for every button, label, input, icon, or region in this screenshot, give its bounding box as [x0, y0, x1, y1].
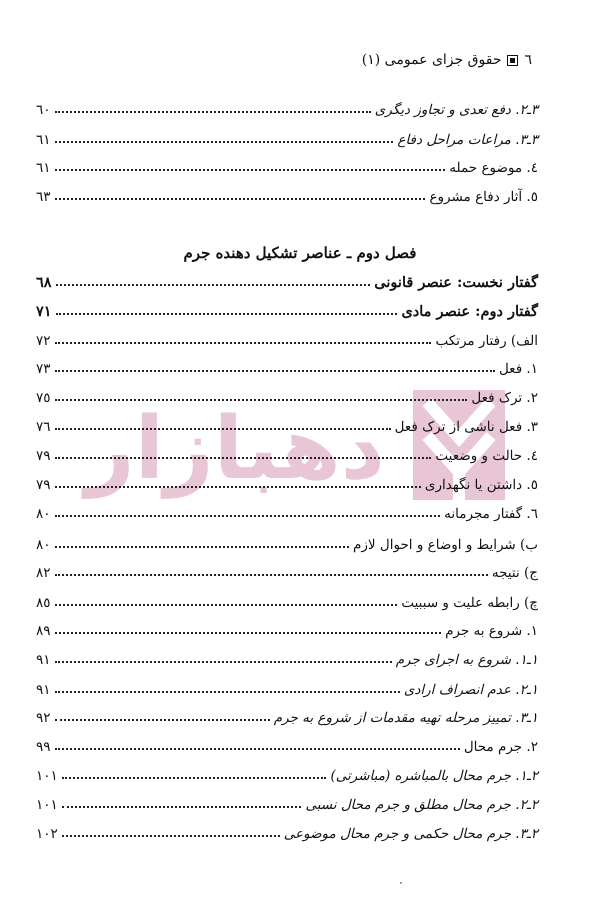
toc-entry[interactable]: ب) شرایط و اوضاع و احوال لازم ٨٠ — [36, 537, 538, 553]
toc-entry[interactable]: ٢ـ٢. جرم محال مطلق و جرم محال نسبی ١٠١ — [36, 797, 538, 813]
footer-mark: ٠ — [398, 876, 404, 889]
toc-entry[interactable]: ج) نتیجه ٨٢ — [36, 565, 538, 581]
toc-entry[interactable]: ٣ـ٢. دفع تعدی و تجاوز دیگری ٦٠ — [36, 102, 538, 118]
toc-entry[interactable]: ١. فعل ٧٣ — [36, 361, 538, 377]
toc-entry[interactable]: ١ـ٣. تمییز مرحله تهیه مقدمات از شروع به جرم ٩٢ — [36, 710, 538, 726]
toc-entry[interactable]: ٤. موضوع حمله ٦١ — [36, 160, 538, 176]
toc-entry[interactable]: چ) رابطه علیت و سببیت ٨٥ — [36, 595, 538, 611]
chapter-title: فصل دوم ـ عناصر تشکیل دهنده جرم — [183, 244, 417, 262]
toc-entry[interactable]: ٥. آثار دفاع مشروع ٦٣ — [36, 189, 538, 205]
page-number: ٦ — [524, 52, 532, 68]
toc-entry[interactable]: ٦. گفتار مجرمانه ٨٠ — [36, 506, 538, 522]
toc-entry[interactable]: ١ـ١. شروع به اجرای جرم ٩١ — [36, 652, 538, 668]
toc-entry[interactable]: ٣ـ٣. مراعات مراحل دفاع ٦١ — [36, 132, 538, 148]
toc-entry[interactable]: ٥. داشتن یا نگهداری ٧٩ — [36, 477, 538, 493]
toc-entry[interactable]: ١. شروع به جرم ٨٩ — [36, 623, 538, 639]
running-header — [362, 52, 532, 68]
toc-entry[interactable]: ٢ـ٣. جرم محال حکمی و جرم محال موضوعی ١٠٢ — [36, 826, 538, 842]
book-title: حقوق جزای عمومی (١) — [361, 52, 502, 68]
watermark-text: دهبازار — [85, 399, 385, 499]
square-bullet-icon — [507, 55, 518, 66]
toc-entry-section[interactable]: گفتار دوم: عنصر مادی ٧١ — [36, 303, 538, 320]
toc-entry[interactable]: ٣. فعل ناشی از ترک فعل ٧٦ — [36, 419, 538, 435]
toc-entry[interactable]: ٢. ترک فعل ٧٥ — [36, 390, 538, 406]
toc-entry[interactable]: الف) رفتار مرتکب ٧٢ — [36, 333, 538, 349]
toc-entry[interactable]: ١ـ٢. عدم انصراف ارادی ٩١ — [36, 682, 538, 698]
toc-entry[interactable]: ٤. حالت و وضعیت ٧٩ — [36, 448, 538, 464]
toc-entry[interactable]: ٢. جرم محال ٩٩ — [36, 739, 538, 755]
toc-entry-section[interactable]: گفتار نخست: عنصر قانونی ٦٨ — [36, 274, 538, 291]
toc-entry[interactable]: ٢ـ١. جرم محال بالمباشره (مباشرتی) ١٠١ — [36, 768, 538, 784]
